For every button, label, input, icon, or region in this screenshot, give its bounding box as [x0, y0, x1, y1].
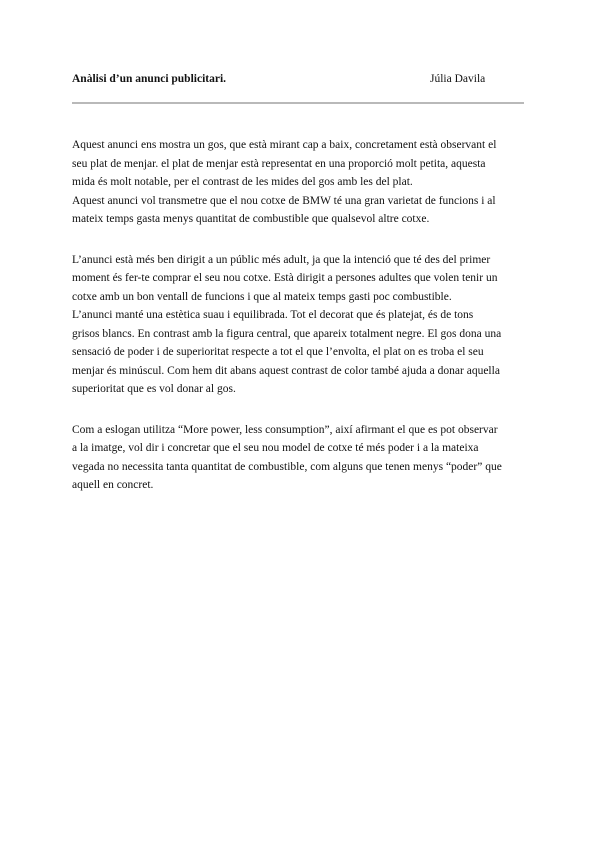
text-line: cotxe amb un bon ventall de funcions i que al mateix temps gasti poc combustible. [72, 290, 452, 303]
document-header [72, 73, 524, 89]
text-line: Aquest anunci vol transmetre que el nou cotxe de BMW té una gran varietat de funcions i al [72, 194, 496, 207]
document-author: Júlia Davila [430, 73, 486, 85]
document-title: Anàlisi d’un anunci publicitari. [72, 73, 227, 85]
text-line: superioritat que es vol donar al gos. [72, 383, 236, 395]
text-line: grisos blancs. En contrast amb la figura central, que apareix totalment negre. El gos dona una [72, 327, 502, 340]
paragraph-gap [72, 399, 544, 421]
paragraph-3 [72, 251, 544, 307]
text-line: seu plat de menjar. el plat de menjar està representat en una proporció molt petita, aquesta [72, 157, 486, 170]
paragraph-4 [72, 306, 544, 399]
paragraph-1 [72, 136, 544, 192]
text-line: sensació de poder i de superioritat respecte a tot el que l’envolta, el plat on es troba el seu [72, 346, 484, 358]
text-line: mateix temps gasta menys quantitat de combustible que qualsevol altre cotxe. [72, 213, 430, 225]
paragraph-2 [72, 192, 544, 229]
paragraph-5 [72, 421, 544, 495]
text-line: mida és molt notable, per el contrast de les mides del gos amb les del plat. [72, 176, 413, 188]
text-line: aquell en concret. [72, 479, 154, 491]
text-line: L’anunci està més ben dirigit a un públic més adult, ja que la intenció que té des del primer [72, 253, 491, 266]
text-line: moment és fer-te comprar el seu nou cotxe. Està dirigit a persones adultes que volen tenir un [72, 272, 498, 284]
header-divider [72, 102, 524, 104]
text-line: menjar és minúscul. Com hem dit abans aquest contrast de color també ajuda a donar aquella [72, 364, 500, 377]
document-body [72, 136, 544, 495]
text-line: L’anunci manté una estètica suau i equilibrada. Tot el decorat que és platejat, és de tons [72, 309, 474, 321]
text-line: Com a eslogan utilitza “More power, less consumption”, així afirmant el que es pot observar [72, 423, 498, 436]
text-line: a la imatge, vol dir i concretar que el seu nou model de cotxe té més poder i a la mateixa [72, 442, 479, 454]
text-line: vegada no necessita tanta quantitat de combustible, com alguns que tenen menys “poder” que [72, 460, 502, 473]
text-line: Aquest anunci ens mostra un gos, que està mirant cap a baix, concretament està observant el [72, 139, 497, 151]
paragraph-gap [72, 229, 544, 251]
